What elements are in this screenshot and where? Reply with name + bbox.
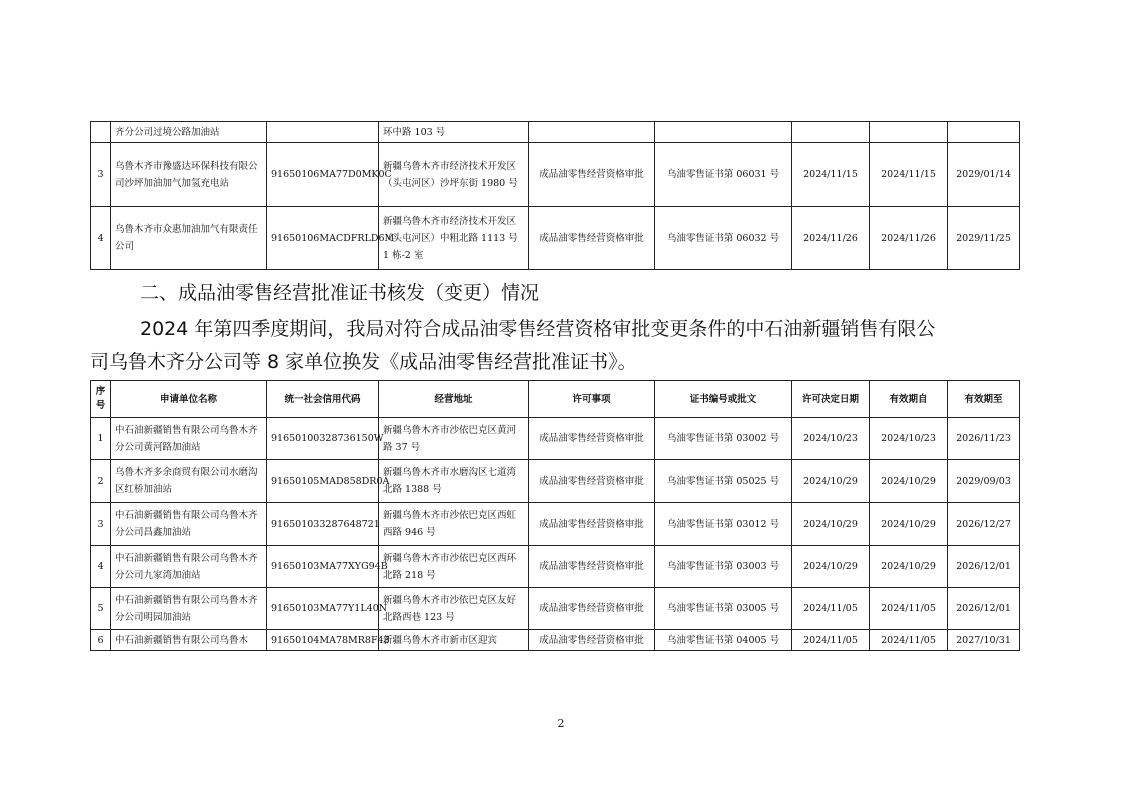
- cell-cert: 乌油零售证书第 05025 号: [655, 460, 792, 503]
- cell-code: [267, 122, 379, 143]
- cell-addr: 新疆乌鲁木齐市水磨沟区七道湾北路 1388 号: [379, 460, 529, 503]
- paragraph-line-2: 司乌鲁木齐分公司等 8 家单位换发《成品油零售经营批准证书》。: [90, 351, 637, 373]
- cell-name: 中石油新疆销售有限公司乌鲁木齐分公司昌鑫加油站: [111, 503, 267, 546]
- cell-item: 成品油零售经营资格审批: [529, 418, 655, 460]
- cell-no: 2: [91, 460, 111, 503]
- cell-to: 2026/12/01: [948, 588, 1020, 630]
- cell-to: 2029/09/03: [948, 460, 1020, 503]
- cell-to: 2026/11/23: [948, 418, 1020, 460]
- cell-addr: 新疆乌鲁木齐市沙依巴克区西虹西路 946 号: [379, 503, 529, 546]
- cell-to: 2029/11/25: [948, 207, 1020, 270]
- table-row: [91, 207, 1020, 270]
- license-table-continued: [90, 121, 1020, 270]
- cell-addr: 新疆乌鲁木齐市沙依巴克区友好北路西巷 123 号: [379, 588, 529, 630]
- cell-cert: 乌油零售证书第 06031 号: [655, 143, 792, 207]
- page-number: 2: [557, 717, 565, 730]
- cell-date: 2024/10/23: [792, 418, 870, 460]
- cell-name: 乌鲁木齐多余商贸有限公司水磨沟区红桥加油站: [111, 460, 267, 503]
- cell-to: 2029/01/14: [948, 143, 1020, 207]
- cell-no: 3: [91, 503, 111, 546]
- cell-item: 成品油零售经营资格审批: [529, 503, 655, 546]
- cell-name: 中石油新疆销售有限公司乌鲁木齐分公司九家湾加油站: [111, 546, 267, 588]
- cell-name: 乌鲁木齐市众惠加油加气有限责任公司: [111, 207, 267, 270]
- section-heading: 二、成品油零售经营批准证书核发（变更）情况: [140, 282, 540, 304]
- table-row: [91, 122, 1020, 143]
- header-to: 有效期至: [948, 381, 1020, 418]
- table-row: [91, 143, 1020, 207]
- cell-code: 91650106MACDFRLD6M: [267, 207, 379, 270]
- cell-date: 2024/11/05: [792, 588, 870, 630]
- cell-date: 2024/11/05: [792, 630, 870, 651]
- cell-no: 4: [91, 207, 111, 270]
- cell-from: 2024/11/05: [870, 588, 948, 630]
- cell-item: 成品油零售经营资格审批: [529, 207, 655, 270]
- cell-to: 2026/12/27: [948, 503, 1020, 546]
- cell-addr: 环中路 103 号: [379, 122, 529, 143]
- license-change-table: [90, 380, 1020, 651]
- header-no: 序号: [91, 381, 111, 418]
- header-code: 统一社会信用代码: [267, 381, 379, 418]
- cell-item: 成品油零售经营资格审批: [529, 143, 655, 207]
- cell-cert: 乌油零售证书第 03005 号: [655, 588, 792, 630]
- cell-no: 1: [91, 418, 111, 460]
- cell-addr: 新疆乌鲁木齐市新市区迎宾: [379, 630, 529, 651]
- cell-no: 5: [91, 588, 111, 630]
- cell-to: 2027/10/31: [948, 630, 1020, 651]
- cell-item: 成品油零售经营资格审批: [529, 460, 655, 503]
- cell-name: 中石油新疆销售有限公司乌鲁木齐分公司明园加油站: [111, 588, 267, 630]
- cell-date: 2024/11/26: [792, 207, 870, 270]
- cell-from: 2024/11/15: [870, 143, 948, 207]
- header-cert: 证书编号或批文: [655, 381, 792, 418]
- cell-name: 中石油新疆销售有限公司乌鲁木: [111, 630, 267, 651]
- header-addr: 经营地址: [379, 381, 529, 418]
- cell-date: 2024/10/29: [792, 460, 870, 503]
- cell-date: 2024/11/15: [792, 143, 870, 207]
- cell-item: 成品油零售经营资格审批: [529, 546, 655, 588]
- cell-code: 916501033287648721: [267, 503, 379, 546]
- cell-name: 齐分公司过境公路加油站: [111, 122, 267, 143]
- cell-no: 4: [91, 546, 111, 588]
- cell-date: [792, 122, 870, 143]
- cell-date: 2024/10/29: [792, 503, 870, 546]
- cell-from: 2024/10/29: [870, 503, 948, 546]
- paragraph-line-1: 2024 年第四季度期间，我局对符合成品油零售经营资格审批变更条件的中石油新疆销售有限公: [140, 318, 936, 340]
- cell-cert: 乌油零售证书第 04005 号: [655, 630, 792, 651]
- cell-cert: 乌油零售证书第 03012 号: [655, 503, 792, 546]
- cell-item: [529, 122, 655, 143]
- cell-from: 2024/11/05: [870, 630, 948, 651]
- cell-code: 91650103MA77XYG94B: [267, 546, 379, 588]
- table-row: [91, 418, 1020, 460]
- header-name: 申请单位名称: [111, 381, 267, 418]
- header-date: 许可决定日期: [792, 381, 870, 418]
- table-row: [91, 503, 1020, 546]
- table-row: [91, 630, 1020, 651]
- cell-addr: 新疆乌鲁木齐市经济技术开发区（头屯河区）沙坪东街 1980 号: [379, 143, 529, 207]
- table-body: [91, 122, 1020, 270]
- cell-item: 成品油零售经营资格审批: [529, 630, 655, 651]
- cell-from: 2024/10/29: [870, 460, 948, 503]
- cell-addr: 新疆乌鲁木齐市经济技术开发区（头屯河区）中粗北路 1113 号 1 栋-2 室: [379, 207, 529, 270]
- cell-code: 91650104MA78MR8F43: [267, 630, 379, 651]
- cell-from: 2024/10/29: [870, 546, 948, 588]
- cell-addr: 新疆乌鲁木齐市沙依巴克区西环北路 218 号: [379, 546, 529, 588]
- table-row: [91, 460, 1020, 503]
- cell-cert: 乌油零售证书第 03003 号: [655, 546, 792, 588]
- header-from: 有效期自: [870, 381, 948, 418]
- cell-no: 3: [91, 143, 111, 207]
- cell-code: 91650103MA77Y1L40N: [267, 588, 379, 630]
- cell-to: [948, 122, 1020, 143]
- table-header-row: [91, 381, 1020, 418]
- cell-code: 91650105MAD858DR0A: [267, 460, 379, 503]
- header-item: 许可事项: [529, 381, 655, 418]
- cell-addr: 新疆乌鲁木齐市沙依巴克区黄河路 37 号: [379, 418, 529, 460]
- cell-name: 乌鲁木齐市豫盛达环保科技有限公司沙坪加油加气加氢充电站: [111, 143, 267, 207]
- table-row: [91, 588, 1020, 630]
- cell-from: 2024/10/23: [870, 418, 948, 460]
- cell-to: 2026/12/01: [948, 546, 1020, 588]
- cell-code: 91650106MA77D0MK0C: [267, 143, 379, 207]
- cell-code: 91650100328736150W: [267, 418, 379, 460]
- cell-from: [870, 122, 948, 143]
- cell-no: 6: [91, 630, 111, 651]
- cell-name: 中石油新疆销售有限公司乌鲁木齐分公司黄河路加油站: [111, 418, 267, 460]
- cell-no: [91, 122, 111, 143]
- cell-date: 2024/10/29: [792, 546, 870, 588]
- cell-cert: 乌油零售证书第 06032 号: [655, 207, 792, 270]
- cell-cert: [655, 122, 792, 143]
- table-body: [91, 418, 1020, 651]
- cell-cert: 乌油零售证书第 03002 号: [655, 418, 792, 460]
- cell-item: 成品油零售经营资格审批: [529, 588, 655, 630]
- table-row: [91, 546, 1020, 588]
- cell-from: 2024/11/26: [870, 207, 948, 270]
